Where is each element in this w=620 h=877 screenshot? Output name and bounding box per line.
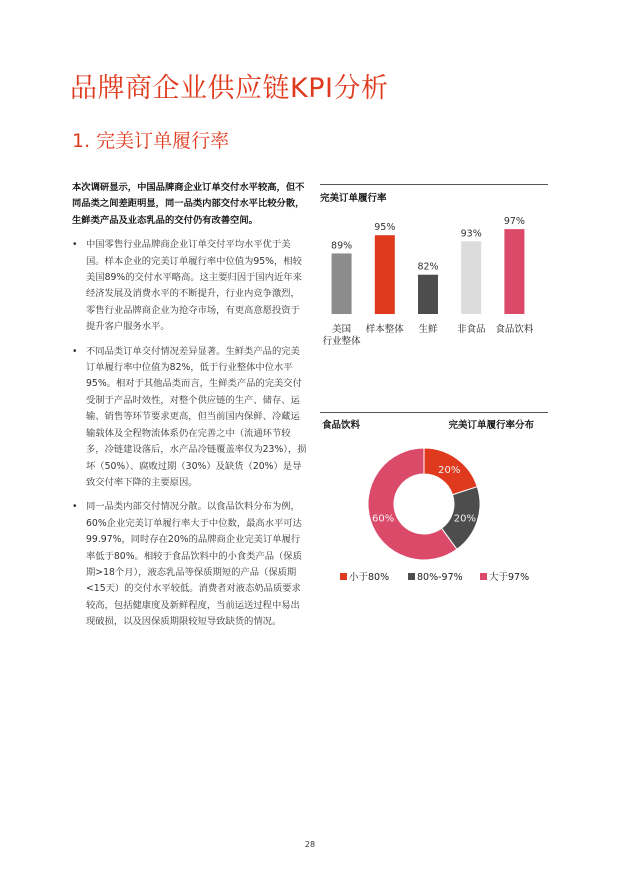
legend-label-0: 小于80% — [349, 572, 390, 583]
bar-0 — [332, 253, 352, 314]
donut-slice-label-2: 60% — [371, 513, 395, 525]
chart-top-rule — [320, 184, 548, 185]
bar-1 — [375, 235, 395, 314]
bar-value-label-2: 82% — [417, 261, 439, 273]
donut-slice-label-0: 20% — [438, 465, 461, 477]
donut-chart-category: 食品饮料 — [322, 420, 361, 431]
chart-top-rule — [320, 412, 548, 413]
bar-value-label-3: 93% — [460, 228, 482, 240]
page-number: 28 — [304, 840, 316, 849]
donut-slice-label-1: 20% — [453, 513, 477, 525]
bar-category-label-0: 美国 — [332, 324, 352, 335]
bar-category-label-1: 样本整体 — [365, 324, 404, 335]
legend-label-1: 80%-97% — [417, 572, 463, 583]
bar-chart-panel — [320, 184, 548, 354]
legend-swatch-0 — [340, 573, 347, 580]
bullet-paragraph-3: • 同一品类内部交付情况分散。以食品饮料分布为例，60%企业完美订单履行率大于中位数，最高水平可达99.97%，同时存在20%的品牌商企业完美订单履行率低于80%。相较于食品饮料中的小食类产品（保质期>18个月），液态乳品等保质期短的产品（保质期<15天）的交付水平较低。消费者对液态奶品质要求较高，包括健康度及新鲜程度，当前运送过程中易出现破损，以及因保质期限较短导致缺货的情况。 — [72, 499, 308, 630]
bar-category-label-0: 行业整体 — [322, 336, 361, 347]
intro-paragraph: 本次调研显示，中国品牌商企业订单交付水平较高，但不同品类之间差距明显，同一品类内部交付水平比较分散，生鲜类产品及业态乳品的交付仍有改善空间。 — [72, 182, 305, 226]
bar-value-label-4: 97% — [503, 216, 525, 228]
bar-3 — [461, 241, 481, 314]
bar-chart — [320, 206, 548, 356]
donut-chart-panel — [320, 412, 548, 592]
bar-4 — [504, 229, 524, 314]
body-text-column — [72, 180, 308, 639]
bullet-paragraph-2: • 不同品类订单交付情况差异显著。生鲜类产品的完美订单履行率中位值为82%，低于行业整体中位水平95%。相对于其他品类而言，生鲜类产品的完美交付受制于产品时效性，对整个供应链的生产、储存、运输、销售等环节要求更高，但当前国内保鲜、冷藏运输载体及全程物流体系仍在完善之中（流通环节较多，冷链建设落后，水产品冷链覆盖率仅为23%），损坏（50%）、腐败过期（30%）及缺货（20%）是导致交付率下降的主要原因。 — [72, 344, 308, 492]
bar-chart-title: 完美订单履行率 — [320, 193, 387, 204]
bar-value-label-0: 89% — [331, 240, 353, 252]
page-title: 品牌商企业供应链KPI分析 — [70, 73, 389, 104]
legend-swatch-2 — [480, 573, 487, 580]
bar-value-label-1: 95% — [374, 222, 396, 234]
donut-chart — [320, 434, 548, 594]
bar-category-label-3: 非食品 — [456, 324, 486, 335]
bar-category-label-4: 食品饮料 — [495, 324, 534, 335]
donut-chart-title: 完美订单履行率分布 — [448, 420, 534, 431]
bar-category-label-2: 生鲜 — [418, 324, 438, 335]
legend-swatch-1 — [408, 573, 415, 580]
legend-label-2: 大于97% — [489, 572, 530, 583]
bar-2 — [418, 275, 438, 314]
section-title: 1. 完美订单履行率 — [72, 130, 230, 152]
bullet-paragraph-1: • 中国零售行业品牌商企业订单交付平均水平优于美国。样本企业的完美订单履行率中位值为95%，相较美国89%的交付水平略高。这主要归因于国内近年来经济发展及消费水平的不断提升，行业内竞争激烈，零售行业品牌商企业为抢夺市场，有更高意愿投资于提升客户服务水平。 — [72, 237, 308, 335]
